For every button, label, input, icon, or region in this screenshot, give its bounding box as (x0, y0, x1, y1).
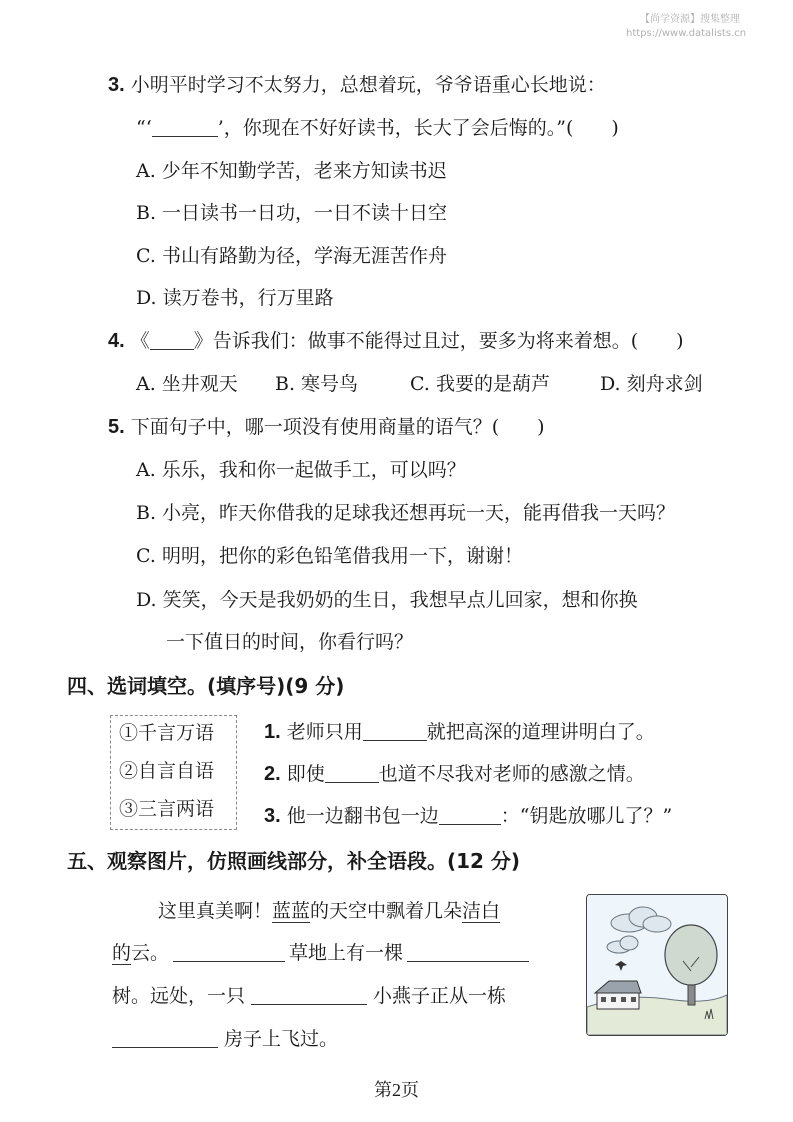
q5-stem-line (108, 416, 545, 438)
q4-option-b[interactable]: B. 寒号鸟 (275, 373, 359, 395)
q3-answer-blank[interactable] (152, 136, 218, 137)
q3-quote-open: “‘ (136, 117, 152, 139)
s5-blank-2[interactable] (407, 961, 529, 962)
q3-stem-line (108, 74, 606, 96)
word-choice-3: ③三言两语 (119, 798, 215, 820)
q3-quote-line (136, 117, 619, 139)
word-choice-box (110, 715, 237, 830)
s5-underline-jiebai: 洁白 (462, 900, 501, 922)
s4-item-1-before: 老师只用 (286, 721, 363, 743)
q4-option-c[interactable]: C. 我要的是葫芦 (410, 373, 550, 395)
q5-number: 5. (108, 416, 125, 438)
q5-option-a[interactable]: A. 乐乐，我和你一起做手工，可以吗？ (136, 459, 466, 481)
s4-item-2-before: 即使 (286, 763, 325, 785)
q5-option-b[interactable]: B. 小亮，昨天你借我的足球我还想再玩一天，能再借我一天吗？ (136, 502, 676, 524)
s4-item-1-blank[interactable] (363, 740, 427, 741)
s5-p4-a: 房子上飞过。 (224, 1028, 339, 1050)
section4-title: 四、选词填空。(填序号)(9 分) (67, 674, 345, 698)
s4-item-1 (264, 721, 655, 743)
q4-open: 《 (130, 330, 150, 352)
q4-rest: 》告诉我们：做事不能得过且过，要多为将来着想。( ) (193, 330, 684, 352)
q5-option-d[interactable]: D. 笑笑，今天是我奶奶的生日，我想早点儿回家，想和你换 (136, 589, 638, 611)
s5-underline-lanlan: 蓝蓝 (272, 900, 311, 922)
scene-illustration (587, 895, 727, 1035)
s5-p3-a: 树。远处，一只 (112, 985, 246, 1007)
word-choice-2: ②自言自语 (119, 760, 215, 782)
q5-stem: 下面句子中，哪一项没有使用商量的语气？( ) (130, 416, 545, 438)
s5-blank-3[interactable] (251, 1004, 367, 1005)
scene-picture (586, 894, 728, 1036)
s5-underline-de: 的 (112, 942, 132, 964)
q3-option-b[interactable]: B. 一日读书一日功，一日不读十日空 (136, 202, 448, 224)
s5-p3-b: 小燕子正从一栋 (373, 985, 507, 1007)
q4-number: 4. (108, 330, 125, 352)
s5-blank-1[interactable] (173, 961, 285, 962)
s4-item-2-number: 2. (264, 763, 281, 785)
q5-option-d-cont: 一下值日的时间，你看行吗？ (166, 631, 414, 653)
q4-option-a[interactable]: A. 坐井观天 (136, 373, 238, 395)
q5-option-c[interactable]: C. 明明，把你的彩色铅笔借我用一下，谢谢！ (136, 545, 523, 567)
page-number: 第2页 (374, 1080, 419, 1100)
q3-option-a[interactable]: A. 少年不知勤学苦，老来方知读书迟 (136, 160, 447, 182)
q4-option-d[interactable]: D. 刻舟求剑 (600, 373, 703, 395)
s5-line-4 (112, 1028, 338, 1050)
watermark-line2: https://www.datalists.cn (626, 28, 747, 39)
q3-quote-rest: ’，你现在不好好读书，长大了会后悔的。”( ) (217, 117, 619, 139)
q4-stem-line (108, 330, 684, 352)
s5-line-2 (112, 942, 529, 964)
s4-item-3-number: 3. (264, 805, 281, 827)
s4-item-3-after: ：“钥匙放哪儿了？” (500, 805, 673, 827)
s4-item-3-before: 他一边翻书包一边 (286, 805, 439, 827)
s4-item-3 (264, 805, 672, 827)
s5-p1-b: 的天空中飘着几朵 (310, 900, 463, 922)
q4-answer-blank[interactable] (150, 349, 194, 350)
q3-stem: 小明平时学习不太努力，总想着玩，爷爷语重心长地说： (130, 74, 606, 96)
s5-p1-a: 这里真美啊！ (158, 900, 273, 922)
s4-item-3-blank[interactable] (439, 824, 501, 825)
s4-item-2-after: 也道不尽我对老师的感激之情。 (378, 763, 645, 785)
q3-option-c[interactable]: C. 书山有路勤为径，学海无涯苦作舟 (136, 245, 447, 267)
s4-item-2 (264, 763, 645, 785)
watermark-line1: 【尚学资源】搜集整理 (640, 14, 740, 25)
s5-p2-a: 云。 (131, 942, 170, 964)
q3-number: 3. (108, 74, 125, 96)
s4-item-2-blank[interactable] (325, 782, 379, 783)
s5-line-1 (158, 900, 500, 922)
s4-item-1-number: 1. (264, 721, 281, 743)
word-choice-1: ①千言万语 (119, 722, 215, 744)
s4-item-1-after: 就把高深的道理讲明白了。 (426, 721, 655, 743)
s5-p2-b: 草地上有一棵 (289, 942, 404, 964)
s5-line-3 (112, 985, 506, 1007)
s5-blank-4[interactable] (112, 1047, 218, 1048)
section5-title: 五、观察图片，仿照画线部分，补全语段。(12 分) (67, 849, 521, 873)
q3-option-d[interactable]: D. 读万卷书，行万里路 (136, 287, 334, 309)
